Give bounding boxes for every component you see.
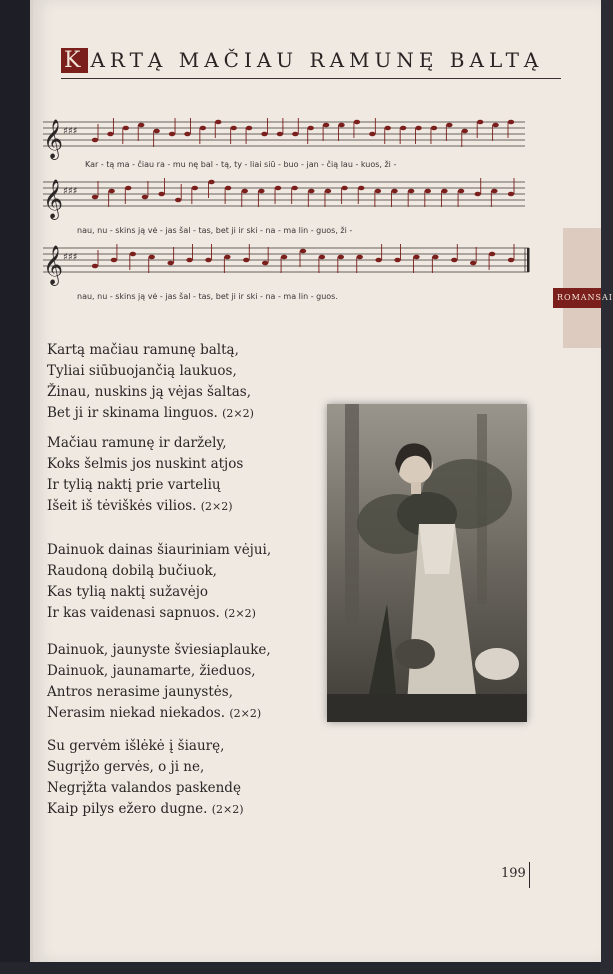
verse-line: Ir kas vaidenasi sapnuos. xyxy=(47,605,220,621)
verse-line: Sugrįžo gervės, o ji ne, xyxy=(47,759,205,775)
music-note-icon xyxy=(391,189,397,194)
music-note-icon xyxy=(92,138,98,143)
key-signature-icon: ♯♯♯ xyxy=(63,252,78,263)
verse-line: Dainuok, jaunamarte, žieduos, xyxy=(47,663,256,679)
verse-line: Nerasim niekad niekados. xyxy=(47,705,226,721)
music-note-icon xyxy=(415,126,421,131)
music-note-icon xyxy=(258,189,264,194)
music-note-icon xyxy=(225,186,231,191)
music-note-icon xyxy=(492,123,498,128)
music-note-icon xyxy=(458,189,464,194)
music-note-icon xyxy=(470,261,476,266)
title-initial: K xyxy=(61,48,88,73)
music-note-icon xyxy=(491,189,497,194)
music-note-icon xyxy=(92,195,98,200)
music-note-icon xyxy=(242,189,248,194)
verse-line: Bet ji ir skinama linguos. xyxy=(47,405,218,421)
bleed-through-text xyxy=(323,728,326,739)
music-note-icon xyxy=(357,255,363,260)
music-note-icon xyxy=(184,132,190,137)
music-note-icon xyxy=(138,123,144,128)
verse-4 xyxy=(47,640,271,724)
music-note-icon xyxy=(325,189,331,194)
music-note-icon xyxy=(400,126,406,131)
music-note-icon xyxy=(261,132,267,137)
verse-3 xyxy=(47,540,271,624)
verse-line: Raudoną dobilą bučiuok, xyxy=(47,563,217,579)
music-note-icon xyxy=(508,120,514,125)
music-note-icon xyxy=(354,120,360,125)
music-note-icon xyxy=(338,123,344,128)
music-note-icon xyxy=(323,123,329,128)
music-note-icon xyxy=(446,123,452,128)
key-signature-icon: ♯♯♯ xyxy=(63,186,78,197)
music-staff-1 xyxy=(33,112,601,162)
music-note-icon xyxy=(425,189,431,194)
verse-line: Kas tylią naktį sužavėjo xyxy=(47,584,209,600)
music-note-icon xyxy=(158,192,164,197)
music-note-icon xyxy=(130,252,136,257)
music-note-icon xyxy=(123,126,129,131)
verse-line: Žinau, nuskins ją vėjas šaltas, xyxy=(47,384,252,400)
music-note-icon xyxy=(308,189,314,194)
title-text: ARTĄ MAČIAU RAMUNĘ BALTĄ xyxy=(90,48,544,72)
verse-5 xyxy=(47,736,244,820)
music-note-icon xyxy=(341,186,347,191)
repeat-marker: (2×2) xyxy=(211,803,244,816)
woman-with-flowers-illustration xyxy=(327,404,527,722)
lyrics-line-3: nau, nu - skins ją vė - jas šal - tas, bet ji ir ski - na - ma lin - guos. xyxy=(77,292,338,301)
music-note-icon xyxy=(208,180,214,185)
verse-2 xyxy=(47,433,243,517)
music-note-icon xyxy=(92,264,98,269)
verse-line: Dainuok, jaunyste šviesiaplauke, xyxy=(47,642,271,658)
music-note-icon xyxy=(308,126,314,131)
music-staff-3 xyxy=(33,238,601,288)
repeat-marker: (2×2) xyxy=(224,607,256,620)
title-underline xyxy=(61,78,561,79)
music-note-icon xyxy=(192,186,198,191)
music-note-icon xyxy=(175,198,181,203)
book-bottom-edge xyxy=(0,962,600,974)
repeat-marker: (2×2) xyxy=(222,407,254,420)
music-note-icon xyxy=(358,186,364,191)
music-note-icon xyxy=(338,255,344,260)
music-note-icon xyxy=(107,132,113,137)
verse-line: Negrįžta valandos paskendę xyxy=(47,780,241,796)
verse-1 xyxy=(47,340,254,424)
music-note-icon xyxy=(413,255,419,260)
repeat-marker: (2×2) xyxy=(229,707,262,720)
music-note-icon xyxy=(432,255,438,260)
music-note-icon xyxy=(246,126,252,131)
repeat-marker: (2×2) xyxy=(200,500,233,513)
music-note-icon xyxy=(169,132,175,137)
music-note-icon xyxy=(281,255,287,260)
music-note-icon xyxy=(149,255,155,260)
music-note-icon xyxy=(375,189,381,194)
music-note-icon xyxy=(441,189,447,194)
music-note-icon xyxy=(108,189,114,194)
music-note-icon xyxy=(300,249,306,254)
lyrics-line-2: nau, nu - skins ją vė - jas šal - tas, bet ji ir ski - na - ma lin - guos, ži - xyxy=(77,226,353,235)
music-note-icon xyxy=(369,132,375,137)
music-note-icon xyxy=(319,255,325,260)
music-note-icon xyxy=(451,258,457,263)
music-note-icon xyxy=(277,132,283,137)
music-note-icon xyxy=(111,258,117,263)
music-note-icon xyxy=(408,189,414,194)
verse-line: Mačiau ramunę ir daržely, xyxy=(47,435,227,451)
music-note-icon xyxy=(508,192,514,197)
music-note-icon xyxy=(462,129,468,134)
music-note-icon xyxy=(125,186,131,191)
book-cover-edge xyxy=(0,0,30,974)
verse-line: Kartą mačiau ramunę baltą, xyxy=(47,342,239,358)
treble-clef-icon: 𝄞 xyxy=(43,179,64,219)
verse-line: Tyliai siūbuojančią laukuos, xyxy=(47,363,237,379)
verse-line: Kaip pilys ežero dugne. xyxy=(47,801,208,817)
verse-line: Antros nerasime jaunystės, xyxy=(47,684,233,700)
music-note-icon xyxy=(230,126,236,131)
verse-line: Su gervėm išlėkė į šiaurę, xyxy=(47,738,225,754)
music-note-icon xyxy=(262,261,268,266)
music-note-icon xyxy=(200,126,206,131)
music-note-icon xyxy=(431,126,437,131)
music-staff-2 xyxy=(33,172,601,222)
music-note-icon xyxy=(394,258,400,263)
music-note-icon xyxy=(215,120,221,125)
music-note-icon xyxy=(291,186,297,191)
page-number-rule xyxy=(529,862,530,888)
music-note-icon xyxy=(224,255,230,260)
music-note-icon xyxy=(275,186,281,191)
verse-line: Koks šelmis jos nuskint atjos xyxy=(47,456,244,472)
music-note-icon xyxy=(142,195,148,200)
music-note-icon xyxy=(489,252,495,257)
vintage-photo xyxy=(327,404,527,722)
music-note-icon xyxy=(475,192,481,197)
treble-clef-icon: 𝄞 xyxy=(43,245,64,285)
page-number: 199 xyxy=(501,866,526,881)
music-note-icon xyxy=(508,258,514,263)
music-note-icon xyxy=(385,126,391,131)
music-note-icon xyxy=(375,258,381,263)
music-note-icon xyxy=(292,132,298,137)
music-note-icon xyxy=(186,258,192,263)
music-note-icon xyxy=(243,258,249,263)
music-note-icon xyxy=(167,261,173,266)
verse-line: Išeit iš tėviškės vilios. xyxy=(47,498,197,514)
key-signature-icon: ♯♯♯ xyxy=(63,126,78,137)
music-note-icon xyxy=(477,120,483,125)
book-page xyxy=(30,0,613,962)
verse-line: Ir tylią naktį prie vartelių xyxy=(47,477,221,493)
section-tab: ROMANSAI xyxy=(553,288,601,308)
lyrics-line-1: Kar - tą ma - čiau ra - mu nę bal - tą, ty - liai siū - buo - jan - čią lau - kuos, ži - xyxy=(85,160,397,169)
music-note-icon xyxy=(153,129,159,134)
verse-line: Dainuok dainas šiauriniam vėjui, xyxy=(47,542,272,558)
music-note-icon xyxy=(205,258,211,263)
song-title xyxy=(61,48,543,73)
treble-clef-icon: 𝄞 xyxy=(43,119,64,159)
